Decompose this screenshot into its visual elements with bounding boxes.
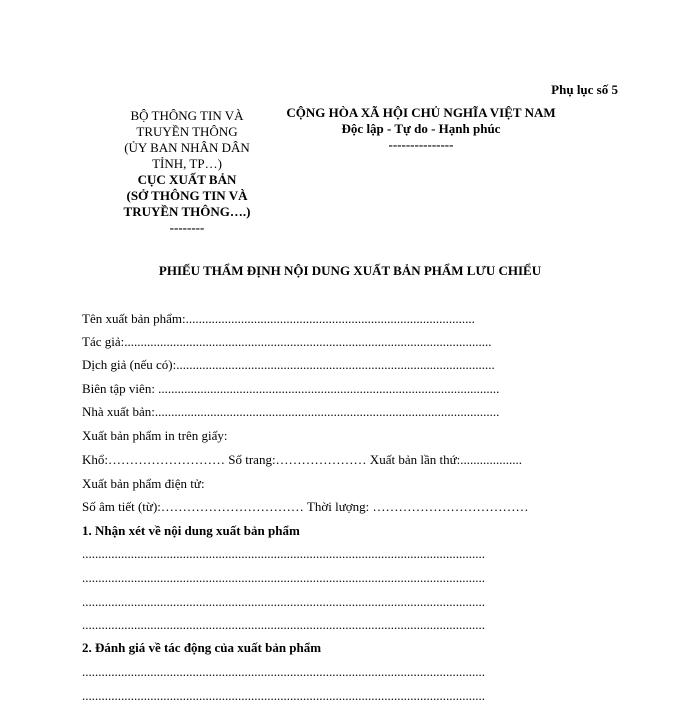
issuing-organization [92, 108, 282, 236]
dotted-line: ............................................................................................................................ [82, 688, 485, 703]
field-format-pages-edition: Khổ:……………………… Số trang:………………… Xuất bản lần thứ:................... [82, 452, 522, 467]
motto-separator: --------------- [388, 137, 454, 152]
dotted-line: ............................................................................................................................ [82, 664, 485, 679]
national-header [268, 105, 574, 153]
field-editor: Biên tập viên: ......................................................................................................... [82, 381, 500, 396]
org-line: TRUYỀN THÔNG [136, 124, 238, 139]
dept-line: CỤC XUẤT BẢN [137, 172, 237, 187]
nation-name: CỘNG HÒA XÃ HỘI CHỦ NGHĨA VIỆT NAM [286, 105, 556, 120]
org-line: BỘ THÔNG TIN VÀ [130, 108, 244, 123]
section-content-review: 1. Nhận xét về nội dung xuất bản phẩm [82, 523, 300, 538]
field-publication-name: Tên xuất bản phẩm:......................................................................................... [82, 311, 475, 326]
field-translator: Dịch giả (nếu có):.................................................................................................. [82, 357, 495, 372]
field-print-publication: Xuất bản phẩm in trên giấy: [82, 428, 228, 443]
national-motto: Độc lập - Tự do - Hạnh phúc [341, 121, 501, 136]
org-separator: -------- [169, 220, 205, 235]
appendix-label: Phụ lục số 5 [551, 82, 618, 97]
document-title: PHIẾU THẨM ĐỊNH NỘI DUNG XUẤT BẢN PHẨM LƯU CHIỂU [158, 263, 542, 278]
field-author: Tác giả:................................................................................................................. [82, 334, 492, 349]
field-syllables-duration: Số âm tiết (từ):…………………………… Thời lượng: ……………………………… [82, 499, 529, 514]
section-impact-assessment: 2. Đánh giá về tác động của xuất bản phẩm [82, 640, 322, 655]
dotted-line: ............................................................................................................................ [82, 594, 485, 609]
dotted-line: ............................................................................................................................ [82, 570, 485, 585]
dotted-line: ............................................................................................................................ [82, 546, 485, 561]
field-publisher: Nhà xuất bản:.......................................................................................................... [82, 404, 500, 419]
dotted-line: ............................................................................................................................ [82, 617, 485, 632]
field-electronic-publication: Xuất bản phẩm điện tử: [82, 476, 205, 491]
org-line: TỈNH, TP…) [152, 156, 222, 171]
dept-line: (SỞ THÔNG TIN VÀ [126, 188, 248, 203]
org-line: (ỦY BAN NHÂN DÂN [124, 140, 250, 155]
dept-line: TRUYỀN THÔNG….) [123, 204, 251, 219]
